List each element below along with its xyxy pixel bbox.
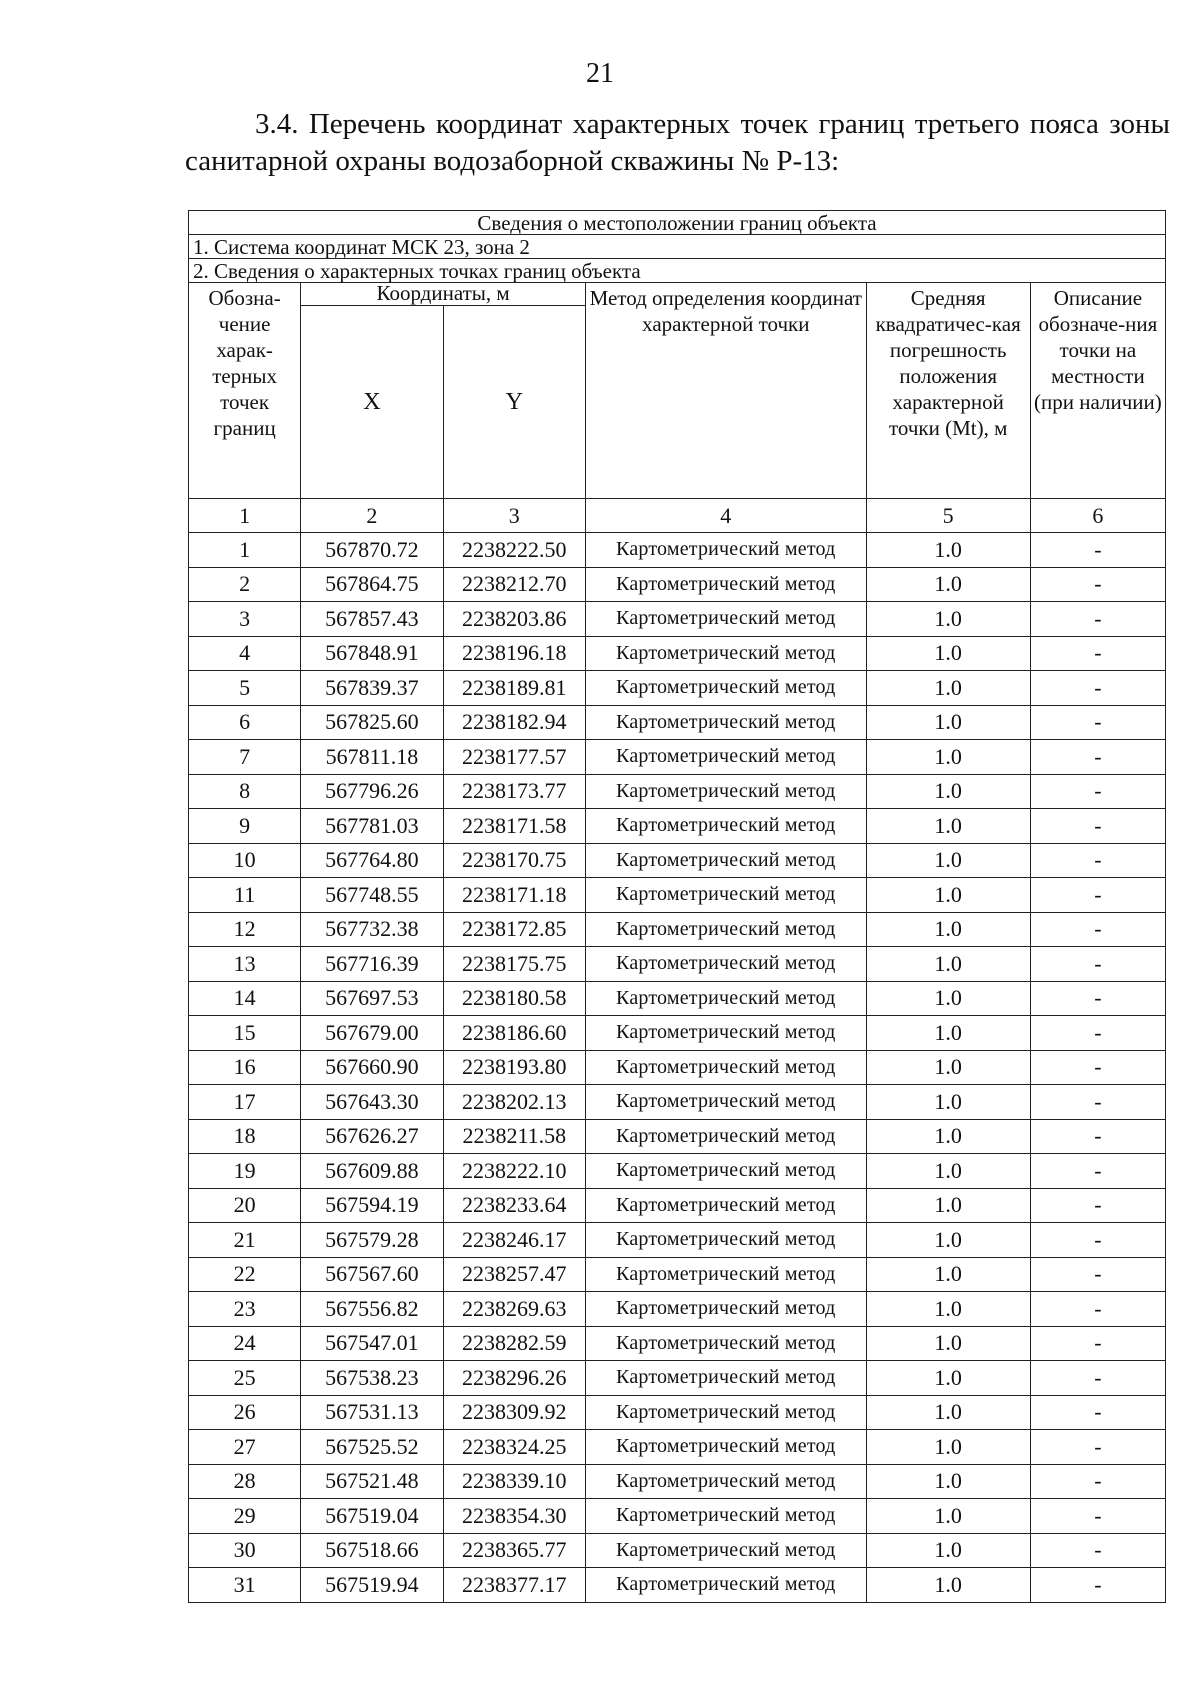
error-cell: 1.0: [866, 1326, 1030, 1361]
description-cell: -: [1030, 1188, 1165, 1223]
description-cell: -: [1030, 912, 1165, 947]
column-number-row: [189, 499, 1166, 533]
error-cell: 1.0: [866, 705, 1030, 740]
point-number-cell: 26: [189, 1395, 301, 1430]
error-cell: 1.0: [866, 1292, 1030, 1327]
method-cell: Картометрический метод: [585, 947, 866, 982]
method-cell: Картометрический метод: [585, 1361, 866, 1396]
point-number-cell: 10: [189, 843, 301, 878]
description-cell: -: [1030, 602, 1165, 637]
table-row: [189, 1499, 1166, 1534]
table-row: [189, 981, 1166, 1016]
x-coordinate-cell: 567697.53: [301, 981, 443, 1016]
error-cell: 1.0: [866, 981, 1030, 1016]
table-row: [189, 1119, 1166, 1154]
method-cell: Картометрический метод: [585, 740, 866, 775]
method-cell: Картометрический метод: [585, 843, 866, 878]
point-number-cell: 5: [189, 671, 301, 706]
x-coordinate-cell: 567825.60: [301, 705, 443, 740]
error-cell: 1.0: [866, 740, 1030, 775]
description-cell: -: [1030, 947, 1165, 982]
error-cell: 1.0: [866, 533, 1030, 568]
error-cell: 1.0: [866, 809, 1030, 844]
point-number-cell: 16: [189, 1050, 301, 1085]
point-number-cell: 21: [189, 1223, 301, 1258]
description-cell: -: [1030, 705, 1165, 740]
description-cell: -: [1030, 567, 1165, 602]
point-number-cell: 27: [189, 1430, 301, 1465]
table-row: [189, 1292, 1166, 1327]
description-cell: -: [1030, 1154, 1165, 1189]
table-row: [189, 809, 1166, 844]
y-coordinate-cell: 2238202.13: [443, 1085, 585, 1120]
table-row: [189, 533, 1166, 568]
y-coordinate-cell: 2238377.17: [443, 1568, 585, 1603]
header-y: Y: [443, 306, 585, 499]
method-cell: Картометрический метод: [585, 1533, 866, 1568]
x-coordinate-cell: 567519.04: [301, 1499, 443, 1534]
error-cell: 1.0: [866, 1361, 1030, 1396]
error-cell: 1.0: [866, 878, 1030, 913]
table-title: Сведения о местоположении границ объекта: [189, 211, 1166, 235]
y-coordinate-cell: 2238180.58: [443, 981, 585, 1016]
header-designation: Обозна-чение харак-терных точек границ: [189, 283, 301, 499]
column-number: 6: [1030, 499, 1165, 533]
method-cell: Картометрический метод: [585, 1154, 866, 1189]
x-coordinate-cell: 567781.03: [301, 809, 443, 844]
point-number-cell: 25: [189, 1361, 301, 1396]
error-cell: 1.0: [866, 671, 1030, 706]
x-coordinate-cell: 567679.00: [301, 1016, 443, 1051]
x-coordinate-cell: 567531.13: [301, 1395, 443, 1430]
column-number: 3: [443, 499, 585, 533]
point-number-cell: 29: [189, 1499, 301, 1534]
error-cell: 1.0: [866, 602, 1030, 637]
method-cell: Картометрический метод: [585, 1257, 866, 1292]
table-row: [189, 602, 1166, 637]
description-cell: -: [1030, 1499, 1165, 1534]
method-cell: Картометрический метод: [585, 636, 866, 671]
error-cell: 1.0: [866, 843, 1030, 878]
x-coordinate-cell: 567839.37: [301, 671, 443, 706]
table-row: [189, 878, 1166, 913]
x-coordinate-cell: 567870.72: [301, 533, 443, 568]
error-cell: 1.0: [866, 1430, 1030, 1465]
point-number-cell: 28: [189, 1464, 301, 1499]
point-number-cell: 7: [189, 740, 301, 775]
y-coordinate-cell: 2238177.57: [443, 740, 585, 775]
description-cell: -: [1030, 1223, 1165, 1258]
x-coordinate-cell: 567660.90: [301, 1050, 443, 1085]
table-row: [189, 1430, 1166, 1465]
table-row: [189, 1568, 1166, 1603]
error-cell: 1.0: [866, 1085, 1030, 1120]
x-coordinate-cell: 567579.28: [301, 1223, 443, 1258]
x-coordinate-cell: 567518.66: [301, 1533, 443, 1568]
error-cell: 1.0: [866, 1395, 1030, 1430]
method-cell: Картометрический метод: [585, 1464, 866, 1499]
x-coordinate-cell: 567521.48: [301, 1464, 443, 1499]
y-coordinate-cell: 2238196.18: [443, 636, 585, 671]
x-coordinate-cell: 567538.23: [301, 1361, 443, 1396]
method-cell: Картометрический метод: [585, 1292, 866, 1327]
description-cell: -: [1030, 740, 1165, 775]
method-cell: Картометрический метод: [585, 602, 866, 637]
description-cell: -: [1030, 843, 1165, 878]
method-cell: Картометрический метод: [585, 705, 866, 740]
error-cell: 1.0: [866, 1154, 1030, 1189]
y-coordinate-cell: 2238324.25: [443, 1430, 585, 1465]
y-coordinate-cell: 2238309.92: [443, 1395, 585, 1430]
point-number-cell: 23: [189, 1292, 301, 1327]
table-row: [189, 1395, 1166, 1430]
table-row: [189, 1050, 1166, 1085]
table-row: [189, 705, 1166, 740]
x-coordinate-cell: 567525.52: [301, 1430, 443, 1465]
description-cell: -: [1030, 636, 1165, 671]
point-number-cell: 4: [189, 636, 301, 671]
table-row: [189, 843, 1166, 878]
table-row: [189, 1223, 1166, 1258]
points-info-line: 2. Сведения о характерных точках границ объекта: [189, 259, 1166, 283]
x-coordinate-cell: 567796.26: [301, 774, 443, 809]
error-cell: 1.0: [866, 1257, 1030, 1292]
y-coordinate-cell: 2238222.10: [443, 1154, 585, 1189]
table-row: [189, 947, 1166, 982]
y-coordinate-cell: 2238189.81: [443, 671, 585, 706]
y-coordinate-cell: 2238170.75: [443, 843, 585, 878]
error-cell: 1.0: [866, 1568, 1030, 1603]
column-number: 4: [585, 499, 866, 533]
point-number-cell: 17: [189, 1085, 301, 1120]
description-cell: -: [1030, 1361, 1165, 1396]
x-coordinate-cell: 567609.88: [301, 1154, 443, 1189]
method-cell: Картометрический метод: [585, 1223, 866, 1258]
description-cell: -: [1030, 981, 1165, 1016]
section-heading: 3.4. Перечень координат характерных точек границ третьего пояса зоны санитарной охраны водозаборной скважины № Р-13:: [185, 108, 1170, 177]
table-row: [189, 774, 1166, 809]
point-number-cell: 1: [189, 533, 301, 568]
page-number: 21: [586, 58, 614, 89]
point-number-cell: 8: [189, 774, 301, 809]
method-cell: Картометрический метод: [585, 671, 866, 706]
x-coordinate-cell: 567716.39: [301, 947, 443, 982]
error-cell: 1.0: [866, 1464, 1030, 1499]
method-cell: Картометрический метод: [585, 1085, 866, 1120]
x-coordinate-cell: 567556.82: [301, 1292, 443, 1327]
point-number-cell: 15: [189, 1016, 301, 1051]
x-coordinate-cell: 567626.27: [301, 1119, 443, 1154]
description-cell: -: [1030, 1257, 1165, 1292]
table-row: [189, 671, 1166, 706]
point-number-cell: 3: [189, 602, 301, 637]
method-cell: Картометрический метод: [585, 878, 866, 913]
point-number-cell: 19: [189, 1154, 301, 1189]
point-number-cell: 31: [189, 1568, 301, 1603]
header-description: Описание обозначе-ния точки на местности (при наличии): [1030, 283, 1165, 499]
error-cell: 1.0: [866, 947, 1030, 982]
point-number-cell: 6: [189, 705, 301, 740]
y-coordinate-cell: 2238171.58: [443, 809, 585, 844]
table-row: [189, 912, 1166, 947]
error-cell: 1.0: [866, 1016, 1030, 1051]
description-cell: -: [1030, 1568, 1165, 1603]
point-number-cell: 9: [189, 809, 301, 844]
description-cell: -: [1030, 1464, 1165, 1499]
x-coordinate-cell: 567857.43: [301, 602, 443, 637]
point-number-cell: 22: [189, 1257, 301, 1292]
y-coordinate-cell: 2238212.70: [443, 567, 585, 602]
method-cell: Картометрический метод: [585, 1430, 866, 1465]
coordinate-system-line: 1. Система координат МСК 23, зона 2: [189, 235, 1166, 259]
description-cell: -: [1030, 533, 1165, 568]
description-cell: -: [1030, 809, 1165, 844]
y-coordinate-cell: 2238203.86: [443, 602, 585, 637]
y-coordinate-cell: 2238193.80: [443, 1050, 585, 1085]
y-coordinate-cell: 2238211.58: [443, 1119, 585, 1154]
method-cell: Картометрический метод: [585, 1050, 866, 1085]
y-coordinate-cell: 2238365.77: [443, 1533, 585, 1568]
description-cell: -: [1030, 1016, 1165, 1051]
x-coordinate-cell: 567811.18: [301, 740, 443, 775]
error-cell: 1.0: [866, 774, 1030, 809]
y-coordinate-cell: 2238257.47: [443, 1257, 585, 1292]
method-cell: Картометрический метод: [585, 1568, 866, 1603]
x-coordinate-cell: 567594.19: [301, 1188, 443, 1223]
y-coordinate-cell: 2238173.77: [443, 774, 585, 809]
error-cell: 1.0: [866, 567, 1030, 602]
method-cell: Картометрический метод: [585, 533, 866, 568]
method-cell: Картометрический метод: [585, 1188, 866, 1223]
y-coordinate-cell: 2238233.64: [443, 1188, 585, 1223]
description-cell: -: [1030, 878, 1165, 913]
method-cell: Картометрический метод: [585, 774, 866, 809]
x-coordinate-cell: 567732.38: [301, 912, 443, 947]
method-cell: Картометрический метод: [585, 1499, 866, 1534]
method-cell: Картометрический метод: [585, 912, 866, 947]
point-number-cell: 18: [189, 1119, 301, 1154]
description-cell: -: [1030, 774, 1165, 809]
table-row: [189, 1326, 1166, 1361]
table-row: [189, 1533, 1166, 1568]
error-cell: 1.0: [866, 636, 1030, 671]
table-row: [189, 1016, 1166, 1051]
description-cell: -: [1030, 1292, 1165, 1327]
y-coordinate-cell: 2238171.18: [443, 878, 585, 913]
description-cell: -: [1030, 1326, 1165, 1361]
description-cell: -: [1030, 1050, 1165, 1085]
method-cell: Картометрический метод: [585, 1119, 866, 1154]
method-cell: Картометрический метод: [585, 1016, 866, 1051]
method-cell: Картометрический метод: [585, 1395, 866, 1430]
table-row: [189, 740, 1166, 775]
y-coordinate-cell: 2238339.10: [443, 1464, 585, 1499]
error-cell: 1.0: [866, 1499, 1030, 1534]
table-row: [189, 636, 1166, 671]
table-row: [189, 1361, 1166, 1396]
y-coordinate-cell: 2238222.50: [443, 533, 585, 568]
method-cell: Картометрический метод: [585, 1326, 866, 1361]
point-number-cell: 24: [189, 1326, 301, 1361]
point-number-cell: 2: [189, 567, 301, 602]
column-number: 2: [301, 499, 443, 533]
y-coordinate-cell: 2238296.26: [443, 1361, 585, 1396]
y-coordinate-cell: 2238186.60: [443, 1016, 585, 1051]
header-method: Метод определения координат характерной точки: [585, 283, 866, 499]
point-number-cell: 13: [189, 947, 301, 982]
y-coordinate-cell: 2238246.17: [443, 1223, 585, 1258]
point-number-cell: 20: [189, 1188, 301, 1223]
method-cell: Картометрический метод: [585, 567, 866, 602]
x-coordinate-cell: 567748.55: [301, 878, 443, 913]
table-row: [189, 1085, 1166, 1120]
table-row: [189, 1464, 1166, 1499]
table-row: [189, 1154, 1166, 1189]
error-cell: 1.0: [866, 1119, 1030, 1154]
header-x: X: [301, 306, 443, 499]
description-cell: -: [1030, 1085, 1165, 1120]
x-coordinate-cell: 567547.01: [301, 1326, 443, 1361]
x-coordinate-cell: 567764.80: [301, 843, 443, 878]
y-coordinate-cell: 2238175.75: [443, 947, 585, 982]
header-coordinates: Координаты, м: [301, 283, 586, 306]
coordinates-table: [188, 210, 1166, 1603]
column-number: 1: [189, 499, 301, 533]
table-row: [189, 1188, 1166, 1223]
point-number-cell: 30: [189, 1533, 301, 1568]
point-number-cell: 12: [189, 912, 301, 947]
header-error: Средняя квадратичес-кая погрешность положения характерной точки (Mt), м: [866, 283, 1030, 499]
error-cell: 1.0: [866, 1533, 1030, 1568]
error-cell: 1.0: [866, 1223, 1030, 1258]
y-coordinate-cell: 2238182.94: [443, 705, 585, 740]
x-coordinate-cell: 567643.30: [301, 1085, 443, 1120]
y-coordinate-cell: 2238172.85: [443, 912, 585, 947]
x-coordinate-cell: 567864.75: [301, 567, 443, 602]
x-coordinate-cell: 567567.60: [301, 1257, 443, 1292]
point-number-cell: 11: [189, 878, 301, 913]
y-coordinate-cell: 2238282.59: [443, 1326, 585, 1361]
error-cell: 1.0: [866, 1188, 1030, 1223]
method-cell: Картометрический метод: [585, 809, 866, 844]
point-number-cell: 14: [189, 981, 301, 1016]
column-number: 5: [866, 499, 1030, 533]
y-coordinate-cell: 2238354.30: [443, 1499, 585, 1534]
error-cell: 1.0: [866, 912, 1030, 947]
description-cell: -: [1030, 1119, 1165, 1154]
description-cell: -: [1030, 1395, 1165, 1430]
description-cell: -: [1030, 1430, 1165, 1465]
table-row: [189, 1257, 1166, 1292]
method-cell: Картометрический метод: [585, 981, 866, 1016]
table-row: [189, 567, 1166, 602]
x-coordinate-cell: 567519.94: [301, 1568, 443, 1603]
error-cell: 1.0: [866, 1050, 1030, 1085]
y-coordinate-cell: 2238269.63: [443, 1292, 585, 1327]
description-cell: -: [1030, 671, 1165, 706]
x-coordinate-cell: 567848.91: [301, 636, 443, 671]
description-cell: -: [1030, 1533, 1165, 1568]
